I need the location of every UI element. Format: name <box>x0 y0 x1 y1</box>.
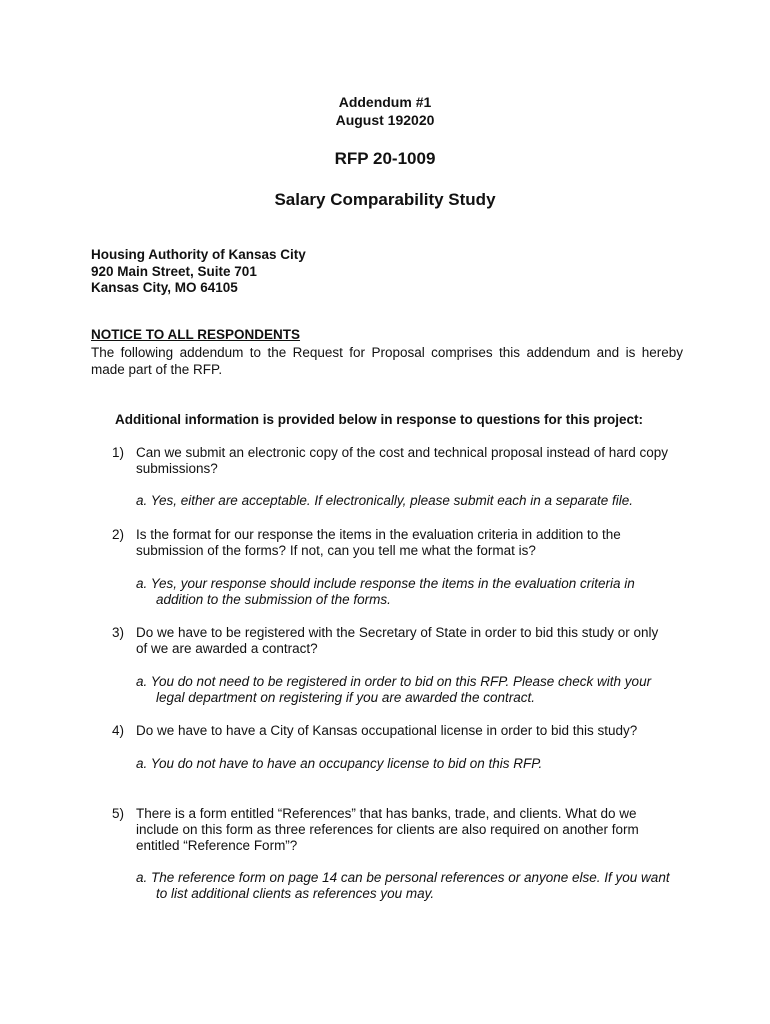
answer-item <box>136 493 676 509</box>
street-address: 920 Main Street, Suite 701 <box>91 263 257 279</box>
address-block <box>91 247 306 297</box>
notice-body: The following addendum to the Request for Proposal comprises this addendum and is hereby made part of the RFP. <box>91 345 683 377</box>
question-number: 5) <box>112 806 125 821</box>
question-item <box>112 806 672 854</box>
question-text: Is the format for our response the items in the evaluation criteria in addition to the submission of the forms? If not, can you tell me what the format is? <box>136 527 621 558</box>
answer-text: a. Yes, your response should include response the items in the evaluation criteria in addition to the submission of the forms. <box>136 576 635 607</box>
city-state-zip: Kansas City, MO 64105 <box>91 280 238 295</box>
question-text: Do we have to have a City of Kansas occupational license in order to bid this study? <box>136 723 638 738</box>
question-item <box>112 723 672 739</box>
answer-text: a. You do not need to be registered in order to bid on this RFP. Please check with your legal department on registering if you are awarded the contract. <box>136 674 652 705</box>
question-item <box>112 527 672 559</box>
question-item <box>112 625 672 657</box>
addendum-number: Addendum #1 <box>338 94 432 110</box>
question-number: 3) <box>112 625 125 640</box>
notice-heading: NOTICE TO ALL RESPONDENTS <box>91 327 301 342</box>
info-heading: Additional information is provided below in response to questions for this project: <box>115 412 644 427</box>
answer-item <box>136 870 676 902</box>
answer-text: a. Yes, either are acceptable. If electronically, please submit each in a separate file. <box>136 493 634 508</box>
answer-text: a. The reference form on page 14 can be personal references or anyone else. If you want to list additional clients as references you may. <box>136 870 670 901</box>
answer-item <box>136 756 676 772</box>
answer-text: a. You do not have to have an occupancy license to bid on this RFP. <box>136 756 543 771</box>
addendum-date: August 192020 <box>335 112 435 128</box>
question-item <box>112 445 672 477</box>
answer-item <box>136 576 676 608</box>
question-number: 4) <box>112 723 125 738</box>
answer-item <box>136 674 676 706</box>
rfp-number: RFP 20-1009 <box>334 149 436 168</box>
question-text: There is a form entitled “References” that has banks, trade, and clients. What do we include on this form as three references for clients are also required on another form entitled “Reference Form”? <box>136 806 639 853</box>
question-number: 2) <box>112 527 125 542</box>
question-text: Do we have to be registered with the Secretary of State in order to bid this study or only of we are awarded a contract? <box>136 625 659 656</box>
document-title: Salary Comparability Study <box>274 190 496 209</box>
organization-name: Housing Authority of Kansas City <box>91 247 306 262</box>
question-text: Can we submit an electronic copy of the cost and technical proposal instead of hard copy submissions? <box>136 445 669 476</box>
question-number: 1) <box>112 445 125 460</box>
